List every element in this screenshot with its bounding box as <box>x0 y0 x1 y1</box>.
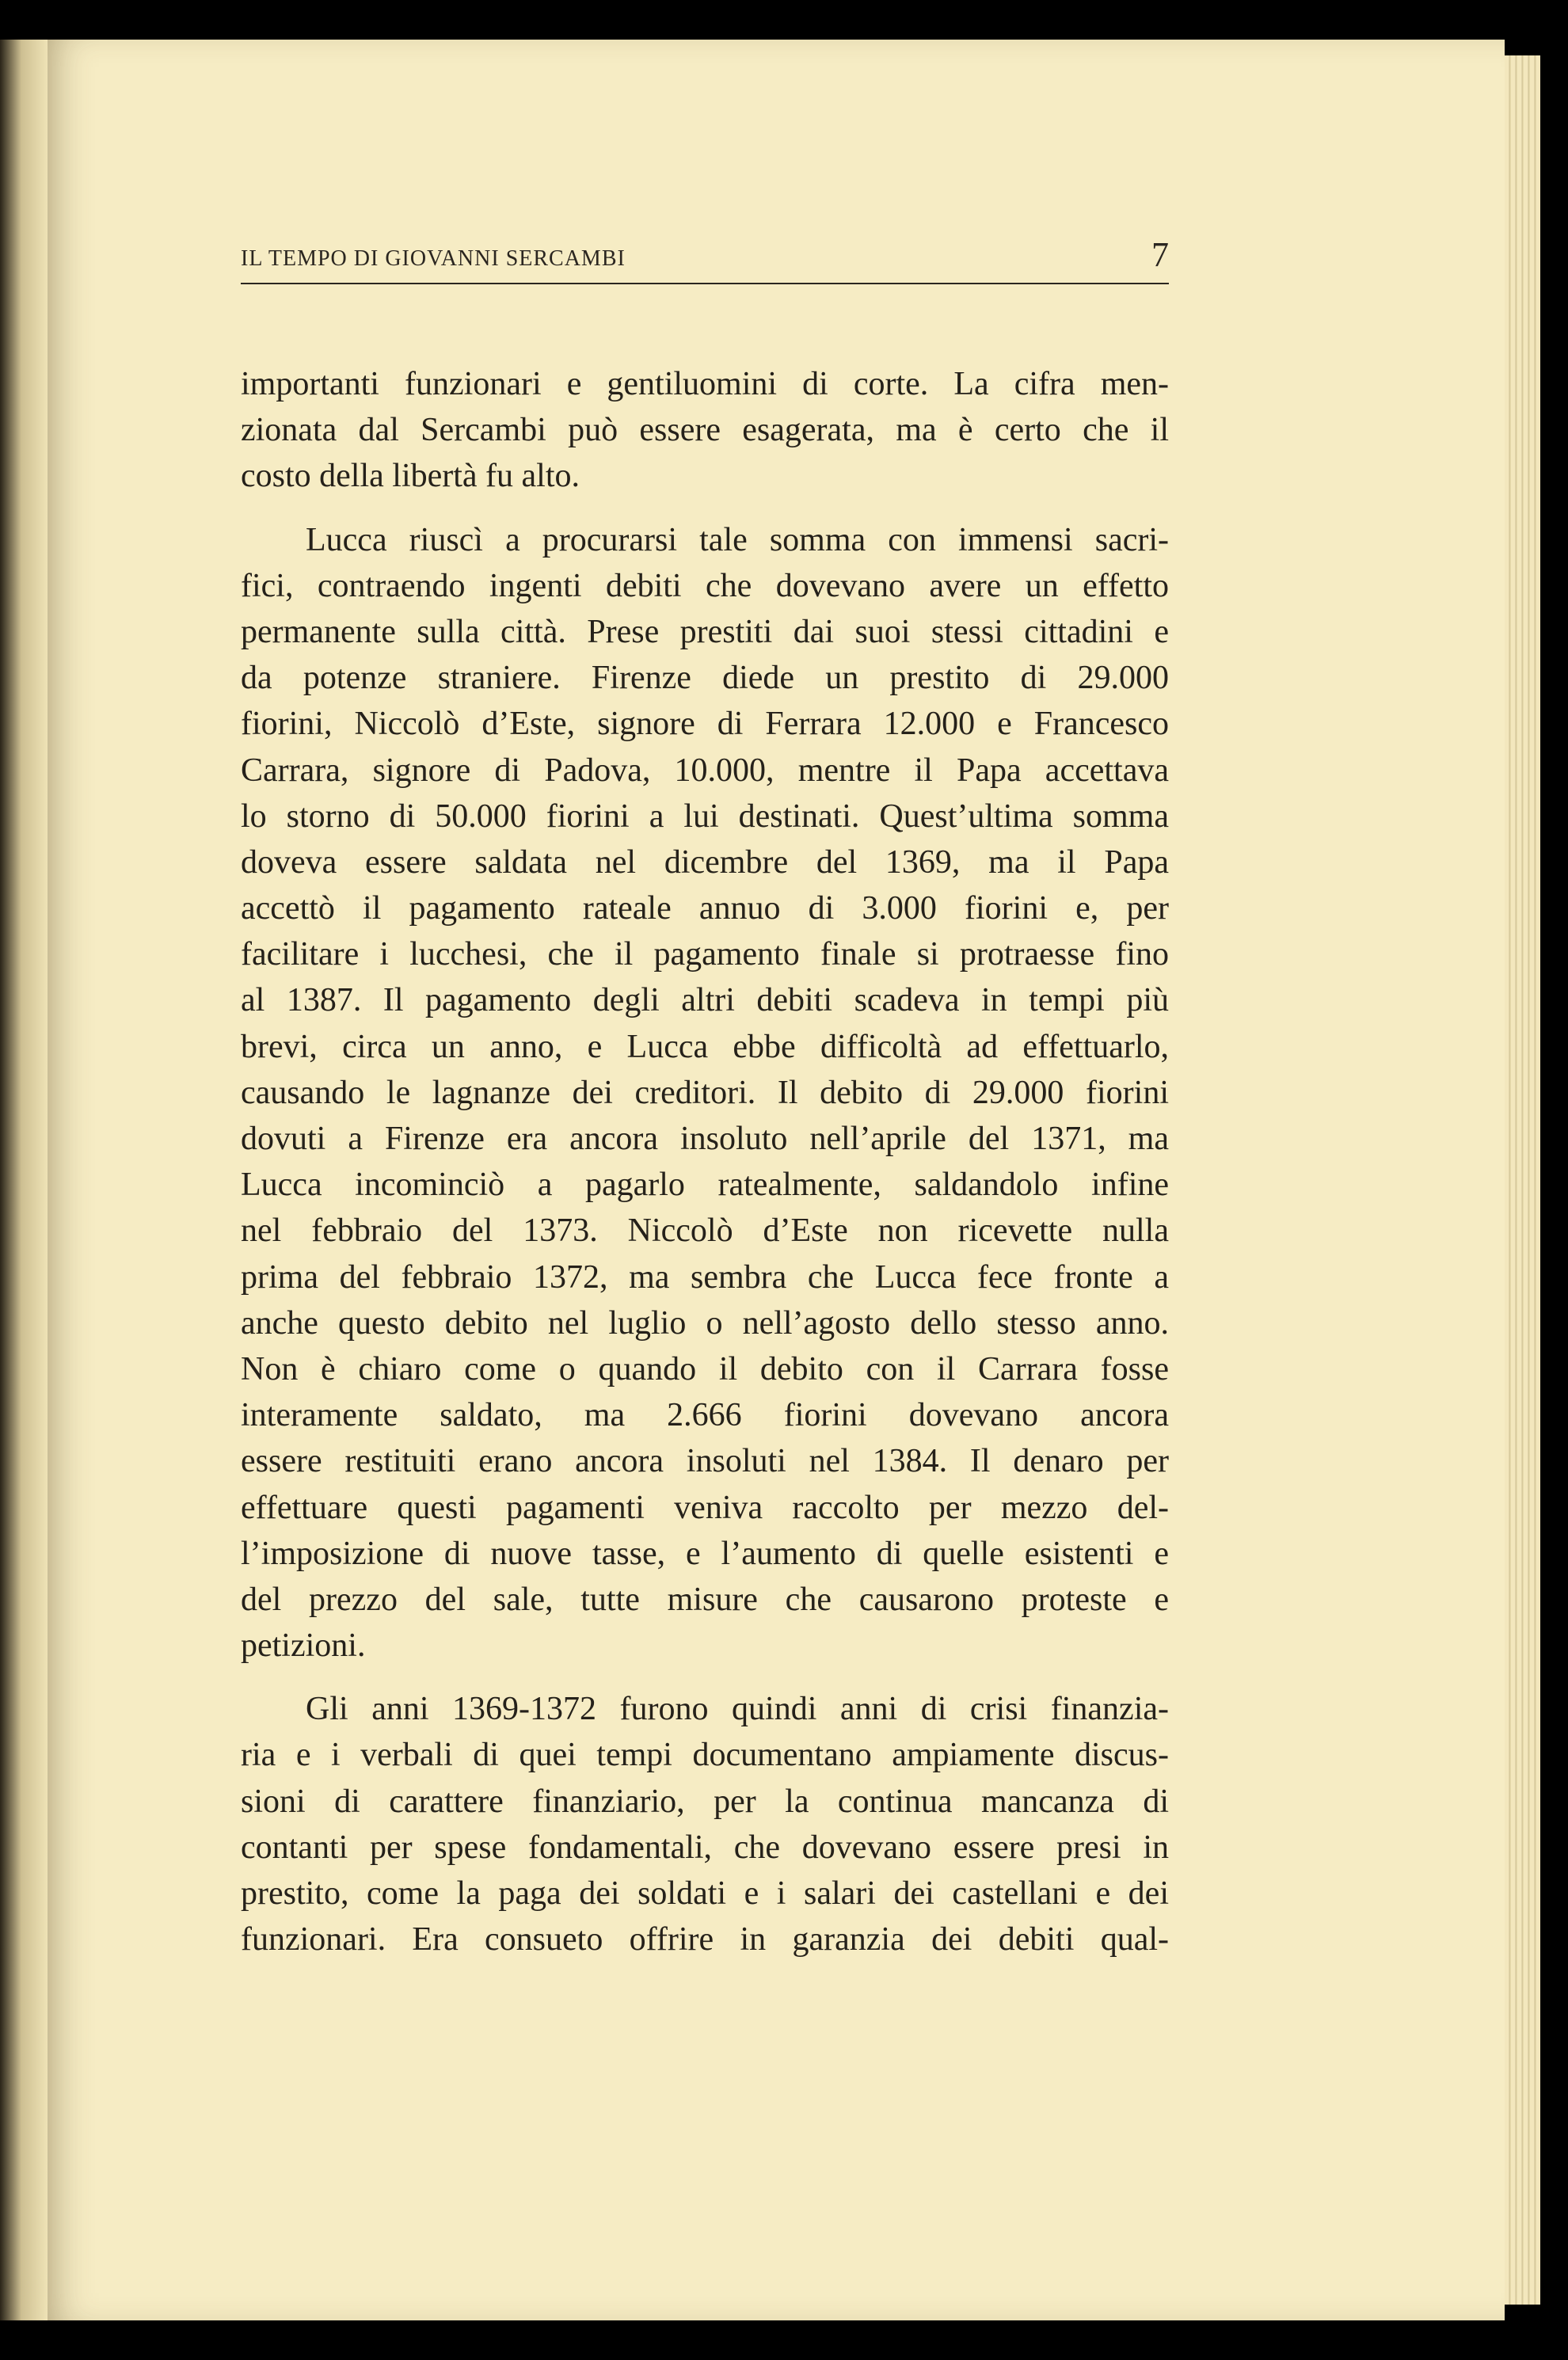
text-line: funzionari. Era consueto offrire in garanzia dei debiti qual- <box>241 1921 1169 1958</box>
text-line: dovuti a Firenze era ancora insoluto nell’aprile del 1371, ma <box>241 1121 1169 1157</box>
text-line: doveva essere saldata nel dicembre del 1369, ma il Papa <box>241 843 1169 881</box>
text-line: importanti funzionari e gentiluomini di corte. La cifra men- <box>241 366 1169 402</box>
text-line: accettò il pagamento rateale annuo di 3.000 fiorini e, per <box>241 890 1169 927</box>
text-line: Non è chiaro come o quando il debito con il Carrara fosse <box>241 1350 1169 1387</box>
text-line: essere restituiti erano ancora insoluti nel 1384. Il denaro per <box>241 1443 1169 1480</box>
text-line: Lucca incominciò a pagarlo ratealmente, saldandolo infine <box>241 1167 1169 1204</box>
paragraph <box>241 517 1169 1669</box>
text-line: del prezzo del sale, tutte misure che causarono proteste e <box>241 1581 1169 1618</box>
text-line: brevi, circa un anno, e Lucca ebbe difficoltà ad effettuarlo, <box>241 1028 1169 1065</box>
text-line: lo storno di 50.000 fiorini a lui destinati. Quest’ultima somma <box>241 797 1169 835</box>
text-line: facilitare i lucchesi, che il pagamento finale si protraesse fino <box>241 936 1169 973</box>
text-line: fiorini, Niccolò d’Este, signore di Ferrara 12.000 e Francesco <box>241 706 1169 743</box>
text-line: causando le lagnanze dei creditori. Il debito di 29.000 fiorini <box>241 1074 1169 1111</box>
text-line: costo della libertà fu alto. <box>241 458 580 495</box>
text-line: Carrara, signore di Padova, 10.000, mentre il Papa accettava <box>241 752 1169 789</box>
page-stack-edges <box>1505 55 1540 2305</box>
paragraph <box>241 1686 1169 1962</box>
text-line: effettuare questi pagamenti veniva raccolto per mezzo del- <box>241 1489 1169 1526</box>
text-line: Gli anni 1369-1372 furono quindi anni di crisi finanzia- <box>306 1691 1169 1728</box>
text-line: l’imposizione di nuove tasse, e l’aumento di quelle esistenti e <box>241 1535 1169 1572</box>
text-line: permanente sulla città. Prese prestiti dai suoi stessi cittadini e <box>241 613 1169 650</box>
text-line: sioni di carattere finanziario, per la continua mancanza di <box>241 1783 1169 1820</box>
text-line: fici, contraendo ingenti debiti che dovevano avere un effetto <box>241 567 1169 604</box>
paragraph <box>241 361 1169 500</box>
text-line: interamente saldato, ma 2.666 fiorini dovevano ancora <box>241 1397 1169 1434</box>
running-head <box>241 234 1169 284</box>
running-title: IL TEMPO DI GIOVANNI SERCAMBI <box>241 246 626 271</box>
text-line: zionata dal Sercambi può essere esagerata, ma è certo che il <box>241 412 1169 449</box>
text-line: petizioni. <box>241 1627 366 1665</box>
paragraph-gap <box>241 1669 1169 1686</box>
body-text <box>241 361 1169 1962</box>
text-line: nel febbraio del 1373. Niccolò d’Este non ricevette nulla <box>241 1212 1169 1250</box>
text-line: Lucca riuscì a procurarsi tale somma con immensi sacri- <box>306 521 1169 558</box>
text-line: anche questo debito nel luglio o nell’agosto dello stesso anno. <box>241 1304 1169 1342</box>
page-number: 7 <box>1151 235 1169 274</box>
text-line: prima del febbraio 1372, ma sembra che Lucca fece fronte a <box>241 1258 1169 1296</box>
text-line: ria e i verbali di quei tempi documentano ampiamente discus- <box>241 1737 1169 1774</box>
text-line: da potenze straniere. Firenze diede un prestito di 29.000 <box>241 660 1169 697</box>
text-line: prestito, come la paga dei soldati e i salari dei castellani e dei <box>241 1875 1169 1912</box>
facing-page-edge <box>0 40 48 2320</box>
text-line: contanti per spese fondamentali, che dovevano essere presi in <box>241 1829 1169 1866</box>
text-line: al 1387. Il pagamento degli altri debiti scadeva in tempi più <box>241 982 1169 1019</box>
paragraph-gap <box>241 500 1169 517</box>
